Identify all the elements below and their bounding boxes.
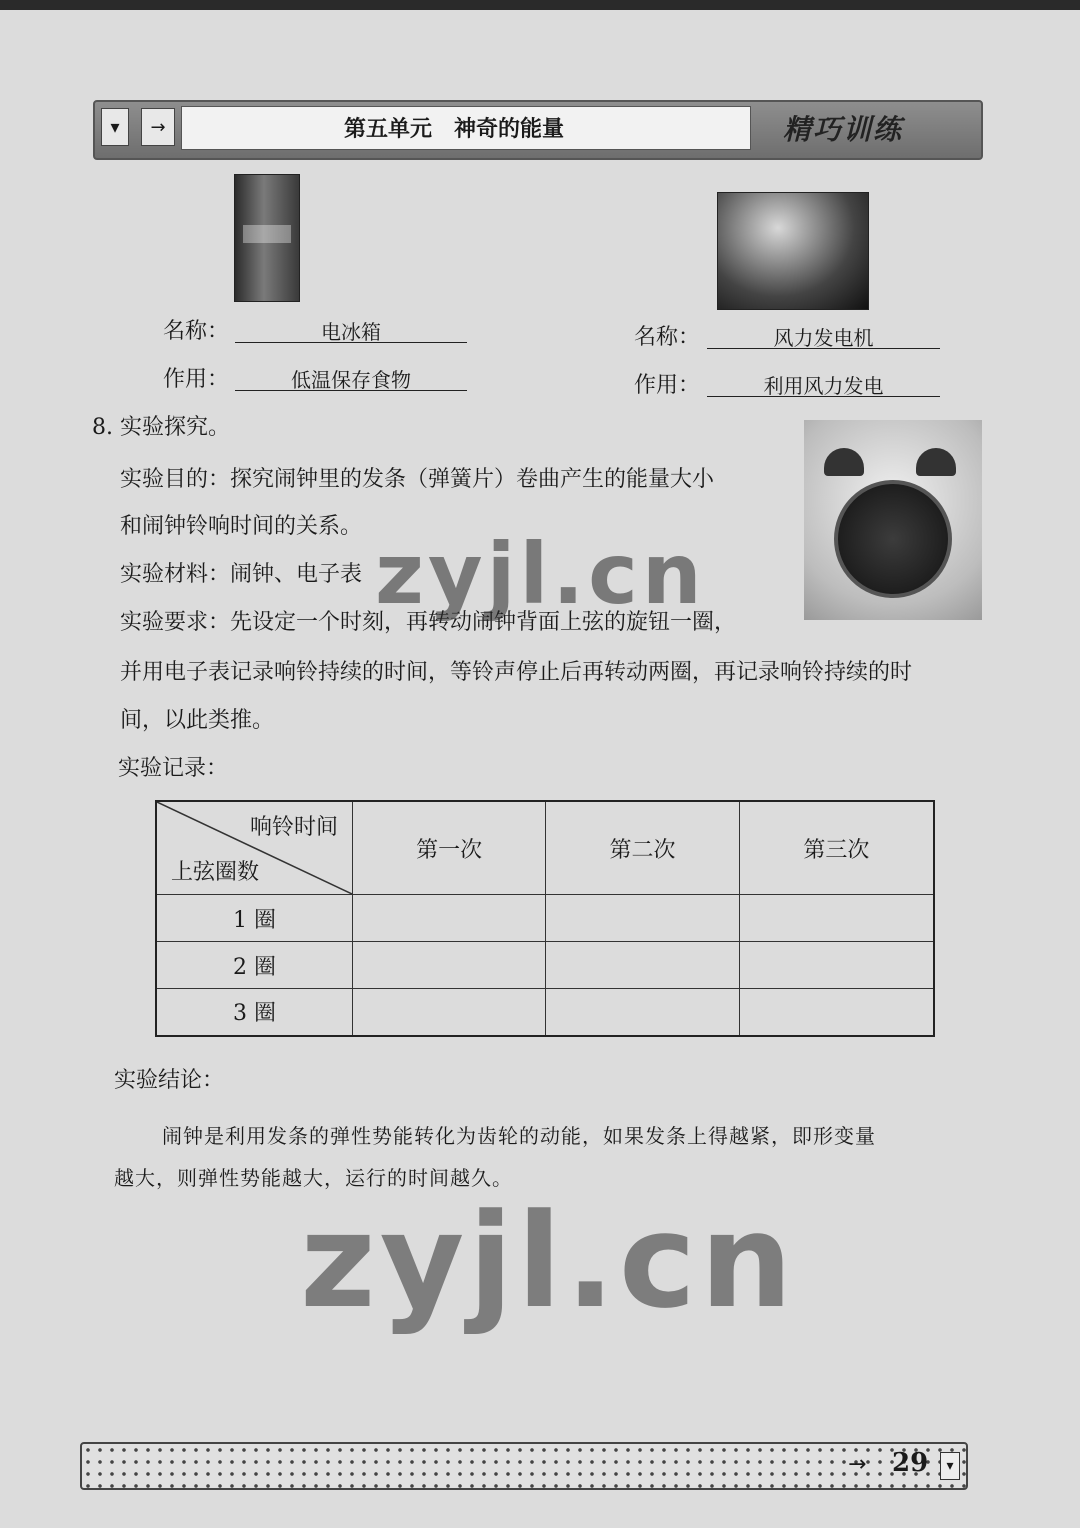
row-header: 3 圈 (156, 989, 353, 1036)
watermark-text: zyjl.cn (300, 1185, 797, 1337)
question-title: 8. 实验探究。 (92, 415, 230, 440)
answer-cell[interactable] (353, 942, 546, 989)
purpose-line1: 实验目的：探究闹钟里的发条（弹簧片）卷曲产生的能量大小 (120, 467, 715, 492)
alarm-clock-image (804, 420, 982, 620)
item2-name-underline (707, 348, 940, 349)
unit-title: 第五单元 神奇的能量 (344, 116, 565, 142)
arrow-right-icon: → (141, 108, 175, 146)
brand-logo: 精巧训练 (782, 113, 903, 146)
answer-cell[interactable] (546, 895, 739, 942)
item1-use-label: 作用： (163, 367, 230, 392)
answer-cell[interactable] (739, 942, 934, 989)
table-row (156, 895, 934, 942)
item2-use-underline (707, 396, 940, 397)
record-label: 实验记录： (118, 756, 229, 781)
table-row (156, 989, 934, 1036)
column-header: 第三次 (739, 801, 934, 895)
chevron-down-icon: ▾ (940, 1452, 960, 1480)
table-header-row (156, 801, 934, 895)
item1-use-underline (235, 390, 467, 391)
refrigerator-image (234, 174, 300, 302)
answer-cell[interactable] (546, 942, 739, 989)
row-header: 2 圈 (156, 942, 353, 989)
answer-cell[interactable] (739, 989, 934, 1036)
title-box (181, 106, 751, 150)
materials-text: 实验材料：闹钟、电子表 (120, 562, 363, 587)
column-header: 第二次 (546, 801, 739, 895)
table-row (156, 942, 934, 989)
item2-name-value: 风力发电机 (773, 326, 874, 350)
item1-name-value: 电冰箱 (321, 320, 381, 344)
table-corner-cell (156, 801, 353, 895)
arrow-right-icon: → (848, 1452, 867, 1477)
requirement-line1: 实验要求：先设定一个时刻，再转动闹钟背面上弦的旋钮一圈， (120, 610, 737, 635)
conclusion-line2: 越大，则弹性势能越大，运行的时间越久。 (114, 1166, 513, 1190)
unit-header (93, 100, 983, 160)
conclusion-line1: 闹钟是利用发条的弹性势能转化为齿轮的动能，如果发条上得越紧，即形变量 (162, 1124, 876, 1148)
page-footer (80, 1442, 968, 1490)
conclusion-label: 实验结论： (114, 1068, 225, 1093)
answer-cell[interactable] (353, 989, 546, 1036)
row-header: 1 圈 (156, 895, 353, 942)
watermark-text: zyjl.cn (375, 525, 706, 623)
corner-top-label: 响铃时间 (249, 815, 338, 840)
item2-use-value: 利用风力发电 (763, 374, 884, 398)
item1-use-value: 低温保存食物 (291, 368, 411, 392)
record-table (155, 800, 935, 1037)
column-header: 第一次 (353, 801, 546, 895)
answer-cell[interactable] (546, 989, 739, 1036)
top-bar (0, 0, 1080, 10)
item1-name-underline (235, 342, 467, 343)
requirement-line3: 间，以此类推。 (120, 708, 275, 733)
purpose-line2: 和闹钟铃响时间的关系。 (120, 514, 363, 539)
corner-bottom-label: 上弦圈数 (171, 860, 260, 885)
chevron-down-icon: ▾ (101, 108, 129, 146)
item2-use-label: 作用： (634, 373, 701, 398)
page-number: 29 (892, 1448, 929, 1478)
item2-name-label: 名称： (634, 325, 701, 350)
requirement-line2: 并用电子表记录响铃持续的时间，等铃声停止后再转动两圈，再记录响铃持续的时 (120, 660, 913, 685)
answer-cell[interactable] (353, 895, 546, 942)
item1-name-label: 名称： (163, 319, 230, 344)
answer-cell[interactable] (739, 895, 934, 942)
wind-turbine-image (717, 192, 869, 310)
